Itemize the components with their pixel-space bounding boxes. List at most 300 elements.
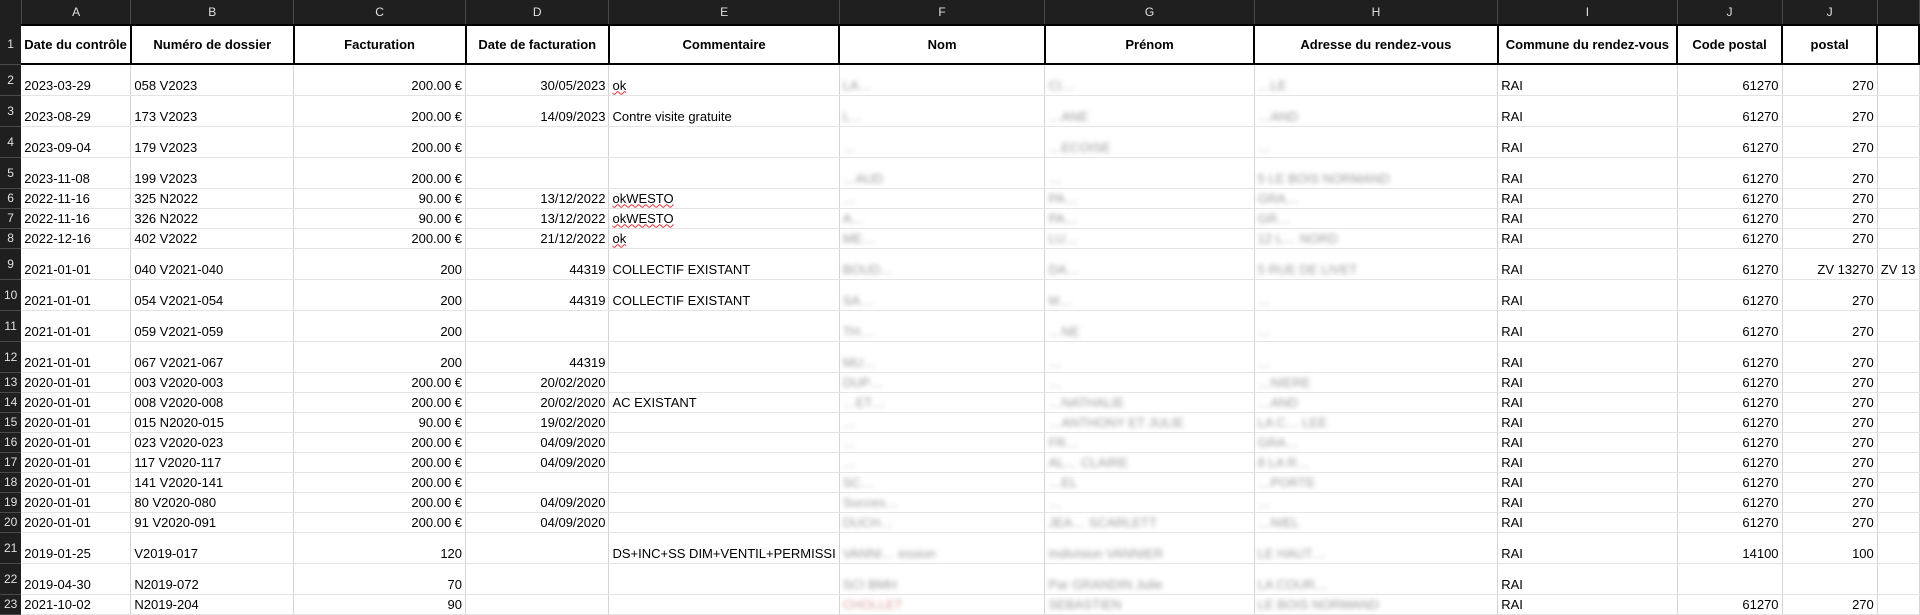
table-cell[interactable]: Par GRANDIN Julie	[1045, 563, 1254, 594]
table-cell[interactable]: FR…	[1045, 432, 1254, 452]
table-cell[interactable]: 200.00 €	[294, 512, 466, 532]
table-cell[interactable]	[1877, 412, 1919, 432]
table-cell[interactable]	[1877, 472, 1919, 492]
table-cell[interactable]: LE HAUT…	[1254, 532, 1498, 563]
table-cell[interactable]: 270	[1782, 432, 1877, 452]
column-letter-1[interactable]: B	[131, 0, 294, 25]
table-cell[interactable]	[1877, 341, 1919, 372]
column-header-cell[interactable]: Adresse du rendez-vous	[1254, 25, 1498, 64]
table-cell[interactable]: …	[839, 432, 1045, 452]
table-cell[interactable]: 61270	[1677, 512, 1782, 532]
row-number[interactable]: 11	[0, 310, 21, 341]
table-cell[interactable]: 200.00 €	[294, 432, 466, 452]
table-cell[interactable]: 30/05/2023	[466, 64, 609, 95]
table-cell[interactable]: 2020-01-01	[21, 372, 131, 392]
table-cell[interactable]: GRA…	[1254, 432, 1498, 452]
table-cell[interactable]: GR…	[1254, 208, 1498, 228]
table-cell[interactable]: RAI	[1498, 432, 1677, 452]
table-cell[interactable]	[1877, 64, 1919, 95]
column-letter-3[interactable]: D	[466, 0, 609, 25]
table-cell[interactable]: RAI	[1498, 157, 1677, 188]
table-cell[interactable]: 200.00 €	[294, 228, 466, 248]
table-cell[interactable]: 13/12/2022	[466, 188, 609, 208]
table-cell[interactable]: 90.00 €	[294, 188, 466, 208]
table-cell[interactable]: 04/09/2020	[466, 432, 609, 452]
table-cell[interactable]	[609, 126, 839, 157]
table-cell[interactable]: 61270	[1677, 279, 1782, 310]
table-cell[interactable]: …ANTHONY ET JULIE	[1045, 412, 1254, 432]
table-cell[interactable]: 015 N2020-015	[131, 412, 294, 432]
table-cell[interactable]: 44319	[466, 248, 609, 279]
column-letter-6[interactable]: G	[1045, 0, 1254, 25]
table-cell[interactable]: 2020-01-01	[21, 492, 131, 512]
table-cell[interactable]: 003 V2020-003	[131, 372, 294, 392]
table-cell[interactable]: okWESTO	[609, 208, 839, 228]
table-cell[interactable]: 200.00 €	[294, 95, 466, 126]
table-cell[interactable]: …	[1254, 310, 1498, 341]
table-cell[interactable]: …	[1254, 341, 1498, 372]
table-cell[interactable]: SCI BMH	[839, 563, 1045, 594]
table-cell[interactable]: 2023-08-29	[21, 95, 131, 126]
column-letter-10[interactable]: J	[1782, 0, 1877, 25]
table-cell[interactable]	[1877, 126, 1919, 157]
table-cell[interactable]: 270	[1782, 157, 1877, 188]
table-cell[interactable]: 04/09/2020	[466, 492, 609, 512]
table-cell[interactable]: 61270	[1677, 392, 1782, 412]
column-letter-7[interactable]: H	[1254, 0, 1498, 25]
table-cell[interactable]: 200.00 €	[294, 472, 466, 492]
table-cell[interactable]: 04/09/2020	[466, 452, 609, 472]
table-cell[interactable]: 058 V2023	[131, 64, 294, 95]
table-cell[interactable]: 2021-01-01	[21, 310, 131, 341]
table-cell[interactable]: …	[1045, 492, 1254, 512]
row-number[interactable]: 18	[0, 472, 21, 492]
table-cell[interactable]: 20/02/2020	[466, 372, 609, 392]
table-cell[interactable]: 2020-01-01	[21, 512, 131, 532]
table-cell[interactable]: RAI	[1498, 228, 1677, 248]
table-cell[interactable]: 61270	[1677, 412, 1782, 432]
table-cell[interactable]: M…	[1045, 279, 1254, 310]
table-cell[interactable]: 200.00 €	[294, 157, 466, 188]
table-cell[interactable]: 270	[1782, 188, 1877, 208]
column-letter-5[interactable]: F	[839, 0, 1045, 25]
table-cell[interactable]: MU…	[839, 341, 1045, 372]
table-cell[interactable]	[609, 472, 839, 492]
table-cell[interactable]: 61270	[1677, 372, 1782, 392]
table-cell[interactable]	[1877, 228, 1919, 248]
table-cell[interactable]: 2021-10-02	[21, 594, 131, 614]
table-cell[interactable]: 8 LA R…	[1254, 452, 1498, 472]
table-cell[interactable]: …LE	[1254, 64, 1498, 95]
table-cell[interactable]: ZV 13	[1877, 248, 1919, 279]
table-cell[interactable]: RAI	[1498, 208, 1677, 228]
table-cell[interactable]: RAI	[1498, 188, 1677, 208]
table-cell[interactable]: 61270	[1677, 472, 1782, 492]
table-cell[interactable]: 200.00 €	[294, 372, 466, 392]
table-cell[interactable]: …AND	[1254, 95, 1498, 126]
table-cell[interactable]: …PORTE	[1254, 472, 1498, 492]
table-cell[interactable]: 270	[1782, 412, 1877, 432]
column-letter-4[interactable]: E	[609, 0, 839, 25]
table-cell[interactable]	[466, 126, 609, 157]
table-cell[interactable]: CI…	[1045, 64, 1254, 95]
table-cell[interactable]: TH…	[839, 310, 1045, 341]
row-number[interactable]: 14	[0, 392, 21, 412]
table-cell[interactable]: RAI	[1498, 472, 1677, 492]
table-cell[interactable]: RAI	[1498, 126, 1677, 157]
table-cell[interactable]: 61270	[1677, 248, 1782, 279]
row-number[interactable]: 7	[0, 208, 21, 228]
table-cell[interactable]	[609, 432, 839, 452]
table-cell[interactable]	[609, 412, 839, 432]
table-cell[interactable]: DA…	[1045, 248, 1254, 279]
table-cell[interactable]: N2019-204	[131, 594, 294, 614]
table-cell[interactable]: 326 N2022	[131, 208, 294, 228]
table-cell[interactable]	[466, 532, 609, 563]
row-number[interactable]: 10	[0, 279, 21, 310]
table-cell[interactable]: 61270	[1677, 452, 1782, 472]
table-cell[interactable]: 2019-01-25	[21, 532, 131, 563]
column-header-cell[interactable]: Numéro de dossier	[131, 25, 294, 64]
table-cell[interactable]: N2019-072	[131, 563, 294, 594]
table-cell[interactable]: 200.00 €	[294, 64, 466, 95]
table-cell[interactable]: 200	[294, 279, 466, 310]
row-number[interactable]: 8	[0, 228, 21, 248]
column-header-cell[interactable]: Commentaire	[609, 25, 839, 64]
table-cell[interactable]	[1877, 310, 1919, 341]
table-cell[interactable]: 2023-09-04	[21, 126, 131, 157]
table-cell[interactable]: LE BOIS NORMAND	[1254, 594, 1498, 614]
row-number[interactable]: 9	[0, 248, 21, 279]
table-cell[interactable]: RAI	[1498, 310, 1677, 341]
table-cell[interactable]	[1877, 512, 1919, 532]
table-cell[interactable]: …ET…	[839, 392, 1045, 412]
table-cell[interactable]: ok	[609, 64, 839, 95]
table-cell[interactable]: 61270	[1677, 157, 1782, 188]
table-cell[interactable]: 270	[1782, 341, 1877, 372]
table-cell[interactable]	[1877, 452, 1919, 472]
table-cell[interactable]: 61270	[1677, 64, 1782, 95]
table-cell[interactable]: …	[1045, 341, 1254, 372]
table-cell[interactable]: 270	[1782, 95, 1877, 126]
table-cell[interactable]: RAI	[1498, 452, 1677, 472]
table-cell[interactable]: 90.00 €	[294, 412, 466, 432]
select-all-corner[interactable]	[0, 0, 21, 25]
column-header-cell[interactable]: Prénom	[1045, 25, 1254, 64]
row-number[interactable]: 16	[0, 432, 21, 452]
table-cell[interactable]: 91 V2020-091	[131, 512, 294, 532]
table-cell[interactable]: …	[839, 188, 1045, 208]
table-cell[interactable]	[1877, 532, 1919, 563]
table-cell[interactable]	[609, 563, 839, 594]
table-cell[interactable]: 61270	[1677, 492, 1782, 512]
row-number[interactable]: 23	[0, 594, 21, 614]
table-cell[interactable]: …NATHALIE	[1045, 392, 1254, 412]
row-number[interactable]: 21	[0, 532, 21, 563]
row-number[interactable]: 5	[0, 157, 21, 188]
table-cell[interactable]: DUCH…	[839, 512, 1045, 532]
table-cell[interactable]: …	[839, 412, 1045, 432]
row-number[interactable]: 4	[0, 126, 21, 157]
column-header-cell[interactable]: Code postal	[1677, 25, 1782, 64]
table-cell[interactable]: 14100	[1677, 532, 1782, 563]
table-cell[interactable]: 270	[1782, 492, 1877, 512]
table-cell[interactable]: …NE	[1045, 310, 1254, 341]
table-cell[interactable]: 100	[1782, 532, 1877, 563]
table-cell[interactable]	[609, 512, 839, 532]
table-cell[interactable]: 067 V2021-067	[131, 341, 294, 372]
table-cell[interactable]	[1877, 208, 1919, 228]
table-cell[interactable]: PA…	[1045, 208, 1254, 228]
table-cell[interactable]: 200	[294, 310, 466, 341]
table-cell[interactable]: 90.00 €	[294, 208, 466, 228]
table-cell[interactable]	[1877, 188, 1919, 208]
table-cell[interactable]: DUP…	[839, 372, 1045, 392]
table-cell[interactable]: 179 V2023	[131, 126, 294, 157]
table-cell[interactable]: 270	[1782, 208, 1877, 228]
table-cell[interactable]: A…	[839, 208, 1045, 228]
table-cell[interactable]	[1877, 563, 1919, 594]
table-cell[interactable]: AL… CLAIRE	[1045, 452, 1254, 472]
table-cell[interactable]: 120	[294, 532, 466, 563]
table-cell[interactable]: 2020-01-01	[21, 472, 131, 492]
table-cell[interactable]	[1877, 594, 1919, 614]
table-cell[interactable]: 402 V2022	[131, 228, 294, 248]
table-cell[interactable]	[1877, 157, 1919, 188]
table-cell[interactable]: 2021-01-01	[21, 279, 131, 310]
column-header-cell[interactable]: postal	[1782, 25, 1877, 64]
table-cell[interactable]: 2022-12-16	[21, 228, 131, 248]
table-cell[interactable]: …	[1045, 157, 1254, 188]
table-cell[interactable]: ZV 13270	[1782, 248, 1877, 279]
row-number[interactable]: 20	[0, 512, 21, 532]
table-cell[interactable]: RAI	[1498, 95, 1677, 126]
table-cell[interactable]: 200.00 €	[294, 492, 466, 512]
table-cell[interactable]: 2021-01-01	[21, 248, 131, 279]
table-cell[interactable]: 61270	[1677, 208, 1782, 228]
table-cell[interactable]: SEBASTIEN	[1045, 594, 1254, 614]
table-cell[interactable]: RAI	[1498, 563, 1677, 594]
table-cell[interactable]: RAI	[1498, 532, 1677, 563]
table-cell[interactable]: okWESTO	[609, 188, 839, 208]
table-cell[interactable]: 270	[1782, 64, 1877, 95]
table-cell[interactable]: 200	[294, 341, 466, 372]
table-cell[interactable]: 61270	[1677, 594, 1782, 614]
table-cell[interactable]: 2020-01-01	[21, 412, 131, 432]
table-cell[interactable]: LA…	[839, 64, 1045, 95]
table-cell[interactable]: 200.00 €	[294, 392, 466, 412]
row-number[interactable]: 12	[0, 341, 21, 372]
row-number[interactable]: 22	[0, 563, 21, 594]
table-cell[interactable]: 200	[294, 248, 466, 279]
table-cell[interactable]: …AUD	[839, 157, 1045, 188]
table-cell[interactable]: …ANE	[1045, 95, 1254, 126]
table-cell[interactable]: 059 V2021-059	[131, 310, 294, 341]
table-cell[interactable]: 2022-11-16	[21, 208, 131, 228]
table-cell[interactable]: …	[839, 126, 1045, 157]
table-cell[interactable]: …ECOISE	[1045, 126, 1254, 157]
table-cell[interactable]: 270	[1782, 452, 1877, 472]
table-cell[interactable]	[1782, 563, 1877, 594]
table-cell[interactable]: 117 V2020-117	[131, 452, 294, 472]
table-cell[interactable]: RAI	[1498, 594, 1677, 614]
table-cell[interactable]: COLLECTIF EXISTANT	[609, 279, 839, 310]
table-cell[interactable]: 2021-01-01	[21, 341, 131, 372]
table-cell[interactable]: 61270	[1677, 188, 1782, 208]
table-cell[interactable]: 5 RUE DE LIVET	[1254, 248, 1498, 279]
table-cell[interactable]: …	[1254, 279, 1498, 310]
table-cell[interactable]: RAI	[1498, 279, 1677, 310]
table-cell[interactable]: LU…	[1045, 228, 1254, 248]
table-cell[interactable]: RAI	[1498, 512, 1677, 532]
column-header-cell[interactable]: Nom	[839, 25, 1045, 64]
table-cell[interactable]: …	[1254, 126, 1498, 157]
table-cell[interactable]	[1877, 432, 1919, 452]
table-cell[interactable]	[466, 472, 609, 492]
table-cell[interactable]: 61270	[1677, 228, 1782, 248]
table-cell[interactable]: 2019-04-30	[21, 563, 131, 594]
table-cell[interactable]	[609, 452, 839, 472]
column-header-cell[interactable]: Commune du rendez-vous	[1498, 25, 1677, 64]
row-number[interactable]: 2	[0, 64, 21, 95]
table-cell[interactable]: RAI	[1498, 492, 1677, 512]
column-header-cell[interactable]: Date de facturation	[466, 25, 609, 64]
table-cell[interactable]: 61270	[1677, 95, 1782, 126]
table-cell[interactable]	[1877, 492, 1919, 512]
table-cell[interactable]: 04/09/2020	[466, 512, 609, 532]
table-cell[interactable]	[1877, 95, 1919, 126]
table-cell[interactable]: 270	[1782, 310, 1877, 341]
row-number[interactable]: 17	[0, 452, 21, 472]
row-number[interactable]: 6	[0, 188, 21, 208]
table-cell[interactable]: 2023-11-08	[21, 157, 131, 188]
table-cell[interactable]: …	[1045, 372, 1254, 392]
table-cell[interactable]	[1877, 392, 1919, 412]
table-cell[interactable]: V2019-017	[131, 532, 294, 563]
table-cell[interactable]	[466, 563, 609, 594]
table-cell[interactable]: RAI	[1498, 372, 1677, 392]
table-cell[interactable]	[466, 157, 609, 188]
table-cell[interactable]: 14/09/2023	[466, 95, 609, 126]
column-header-cell[interactable]: Facturation	[294, 25, 466, 64]
table-cell[interactable]: 2023-03-29	[21, 64, 131, 95]
table-cell[interactable]: RAI	[1498, 248, 1677, 279]
table-cell[interactable]: 80 V2020-080	[131, 492, 294, 512]
table-cell[interactable]: 023 V2020-023	[131, 432, 294, 452]
table-cell[interactable]: BOUD…	[839, 248, 1045, 279]
table-cell[interactable]: 008 V2020-008	[131, 392, 294, 412]
table-cell[interactable]: 200.00 €	[294, 452, 466, 472]
table-cell[interactable]	[609, 157, 839, 188]
table-cell[interactable]: LA COUR…	[1254, 563, 1498, 594]
table-cell[interactable]: 270	[1782, 392, 1877, 412]
table-cell[interactable]: JEA… SCARLETT	[1045, 512, 1254, 532]
table-cell[interactable]: SA…	[839, 279, 1045, 310]
column-letter-0[interactable]: A	[21, 0, 131, 25]
column-letter-11[interactable]	[1877, 0, 1919, 25]
row-number[interactable]: 1	[0, 25, 21, 64]
table-cell[interactable]	[609, 372, 839, 392]
table-cell[interactable]: 61270	[1677, 310, 1782, 341]
table-cell[interactable]: L…	[839, 95, 1045, 126]
table-cell[interactable]: 270	[1782, 126, 1877, 157]
table-cell[interactable]: LA C… LEE	[1254, 412, 1498, 432]
table-cell[interactable]: RAI	[1498, 64, 1677, 95]
table-cell[interactable]: 054 V2021-054	[131, 279, 294, 310]
table-cell[interactable]: 173 V2023	[131, 95, 294, 126]
table-cell[interactable]: 44319	[466, 279, 609, 310]
table-cell[interactable]: 2020-01-01	[21, 392, 131, 412]
table-cell[interactable]: 270	[1782, 472, 1877, 492]
column-letter-8[interactable]: I	[1498, 0, 1677, 25]
table-cell[interactable]: …NIERE	[1254, 372, 1498, 392]
table-cell[interactable]	[1877, 372, 1919, 392]
table-cell[interactable]	[466, 310, 609, 341]
row-number[interactable]: 19	[0, 492, 21, 512]
table-cell[interactable]: 270	[1782, 372, 1877, 392]
table-cell[interactable]: SC…	[839, 472, 1045, 492]
table-cell[interactable]: RAI	[1498, 412, 1677, 432]
table-cell[interactable]: 2020-01-01	[21, 432, 131, 452]
row-number[interactable]: 15	[0, 412, 21, 432]
table-cell[interactable]: 61270	[1677, 432, 1782, 452]
table-cell[interactable]	[609, 594, 839, 614]
table-cell[interactable]: 5 LE BOIS NORMAND	[1254, 157, 1498, 188]
table-cell[interactable]	[609, 341, 839, 372]
table-cell[interactable]: 2020-01-01	[21, 452, 131, 472]
table-cell[interactable]: …	[839, 452, 1045, 472]
row-number[interactable]: 3	[0, 95, 21, 126]
column-header-cell[interactable]: Date du contrôle	[21, 25, 131, 64]
table-cell[interactable]: 199 V2023	[131, 157, 294, 188]
table-cell[interactable]: DS+INC+SS DIM+VENTIL+PERMISSI	[609, 532, 839, 563]
table-cell[interactable]	[609, 492, 839, 512]
table-cell[interactable]: 90	[294, 594, 466, 614]
table-cell[interactable]: 13/12/2022	[466, 208, 609, 228]
table-cell[interactable]: ok	[609, 228, 839, 248]
column-letter-9[interactable]: J	[1677, 0, 1782, 25]
table-cell[interactable]: 20/02/2020	[466, 392, 609, 412]
table-cell[interactable]: Indivision VANNIER	[1045, 532, 1254, 563]
table-cell[interactable]: PA…	[1045, 188, 1254, 208]
table-cell[interactable]: 141 V2020-141	[131, 472, 294, 492]
table-cell[interactable]: …AND	[1254, 392, 1498, 412]
column-header-cell[interactable]	[1877, 25, 1919, 64]
table-cell[interactable]: …EL	[1045, 472, 1254, 492]
table-cell[interactable]: 44319	[466, 341, 609, 372]
table-cell[interactable]: 270	[1782, 512, 1877, 532]
table-cell[interactable]: 270	[1782, 594, 1877, 614]
table-cell[interactable]: GRA…	[1254, 188, 1498, 208]
table-cell[interactable]: AC EXISTANT	[609, 392, 839, 412]
table-cell[interactable]: VANNI… ession	[839, 532, 1045, 563]
table-cell[interactable]: …NIEL	[1254, 512, 1498, 532]
column-letter-2[interactable]: C	[294, 0, 466, 25]
table-cell[interactable]: 12 L… NORD	[1254, 228, 1498, 248]
table-cell[interactable]: RAI	[1498, 341, 1677, 372]
table-cell[interactable]: 61270	[1677, 341, 1782, 372]
table-cell[interactable]: CHOLLET	[839, 594, 1045, 614]
table-cell[interactable]: ME…	[839, 228, 1045, 248]
row-number[interactable]: 13	[0, 372, 21, 392]
table-cell[interactable]: Succes…	[839, 492, 1045, 512]
table-cell[interactable]: COLLECTIF EXISTANT	[609, 248, 839, 279]
table-cell[interactable]: 61270	[1677, 126, 1782, 157]
table-cell[interactable]: 19/02/2020	[466, 412, 609, 432]
table-cell[interactable]: …	[1254, 492, 1498, 512]
table-cell[interactable]: 270	[1782, 228, 1877, 248]
table-cell[interactable]	[1877, 279, 1919, 310]
